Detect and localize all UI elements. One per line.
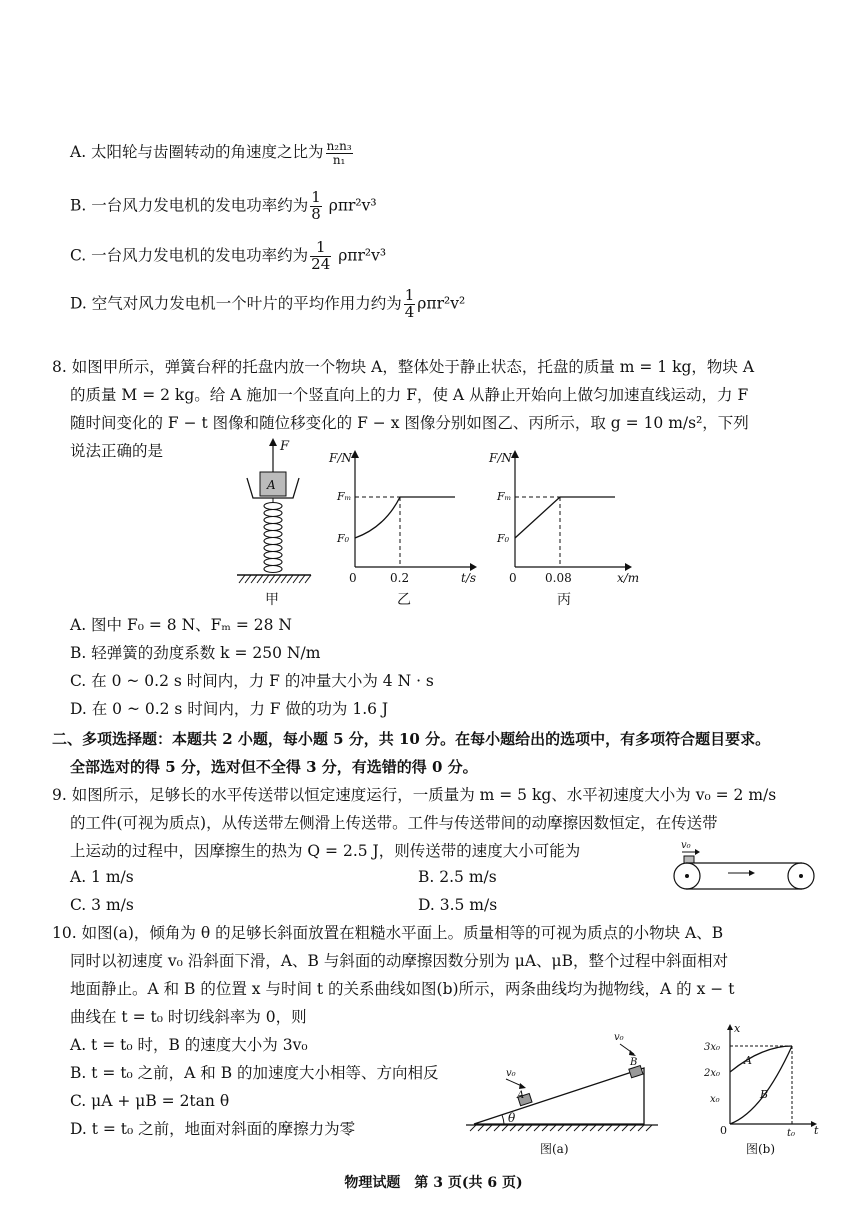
theta-label: θ <box>508 1111 516 1125</box>
f-curve <box>355 497 400 538</box>
q10-stem-line-4: 曲线在 t = t₀ 时切线斜率为 0，则 <box>70 1008 307 1026</box>
q9-stem-line-2: 的工件(可视为质点)，从传送带左侧滑上传送带。工件与传送带间的动摩擦因数恒定，在传送带 <box>70 814 718 832</box>
page-footer: 物理试题 第 3 页(共 6 页) <box>344 1175 523 1191</box>
curve-a <box>730 1046 792 1072</box>
block-label: A <box>267 478 276 492</box>
x3-label: 3x₀ <box>704 1042 721 1053</box>
q7-option-c: C. 一台风力发电机的发电功率约为 $\frac{1}{24}$ ρπr²v³ <box>70 238 387 273</box>
origin-label: 0 <box>349 571 357 585</box>
y-axis-label: F/N <box>489 451 512 465</box>
x-axis-label: t/s <box>461 571 477 585</box>
q10-figure-b <box>700 1022 830 1162</box>
q10-option-d: D. t = t₀ 之前，地面对斜面的摩擦力为零 <box>70 1120 356 1138</box>
f0-label: F₀ <box>337 532 350 545</box>
fraction: $\frac{\text{n₂n₃}}{\text{n₁}}$ <box>326 139 352 167</box>
origin-label: 0 <box>509 571 517 585</box>
tick-label: 0.2 <box>390 571 410 585</box>
v0-a-label: v₀ <box>506 1068 516 1079</box>
arrowhead <box>269 438 277 446</box>
figure-yi-ft-graph <box>328 450 477 608</box>
curve-b-label: B <box>760 1088 769 1101</box>
q9-stem-line-1: 9. 如图所示，足够长的水平传送带以恒定速度运行，一质量为 m = 5 kg、水平初速度大小为 v₀ = 2 m/s <box>52 786 777 804</box>
figure-label: 丙 <box>557 592 571 608</box>
q10-option-c: C. μA + μB = 2tan θ <box>70 1092 230 1110</box>
figure-bing-fx-graph <box>488 450 639 608</box>
v0-label: v₀ <box>681 840 691 851</box>
t-axis-label: t <box>814 1124 819 1137</box>
figure-label: 甲 <box>265 592 279 608</box>
fraction: $\frac{1}{8}$ <box>311 188 321 223</box>
q8-stem-line-2: 的质量 M = 2 kg。给 A 施加一个竖直向上的力 F，使 A 从静止开始向上做匀加速直线运动，力 F <box>70 386 749 404</box>
section-2-instructions: 全部选对的得 5 分，选对但不全得 3 分，有选错的得 0 分。 <box>70 758 478 776</box>
block-b-label: B <box>630 1057 638 1068</box>
q10-stem-line-3: 地面静止。A 和 B 的位置 x 与时间 t 的关系曲线如图(b)所示，两条曲线均为抛物线，A 的 x − t <box>70 980 735 998</box>
q9-option-a: A. 1 m/s <box>70 868 134 886</box>
v0-b-label: v₀ <box>614 1032 624 1043</box>
q10-option-b: B. t = t₀ 之前，A 和 B 的加速度大小相等、方向相反 <box>70 1064 439 1082</box>
block-a-label: A <box>517 1090 525 1101</box>
curve-b <box>730 1046 792 1124</box>
q9-option-b: B. 2.5 m/s <box>418 868 497 886</box>
x-axis-label: x <box>734 1022 741 1035</box>
q7-option-a: A. 太阳轮与齿圈转动的角速度之比为 $\frac{\text{n₂n₃}}{\text{n₁}}$ <box>70 139 352 167</box>
f-line <box>515 497 560 538</box>
incline <box>474 1068 644 1124</box>
figure-b-caption: 图(b) <box>746 1142 776 1156</box>
x-axis-label: x/m <box>617 571 640 585</box>
q8-stem-line-3: 随时间变化的 F − t 图像和随位移变化的 F − x 图像分别如图乙、丙所示，取 g = 10 m/s²，下列 <box>70 414 749 432</box>
q7-option-b: B. 一台风力发电机的发电功率约为 $\frac{1}{8}$ ρπr²v³ <box>70 188 377 223</box>
workpiece <box>684 856 694 863</box>
tick-label: 0.08 <box>545 571 572 585</box>
q10-option-a: A. t = t₀ 时，B 的速度大小为 3v₀ <box>70 1036 308 1054</box>
q8-figures <box>225 432 665 612</box>
q7-option-d: D. 空气对风力发电机一个叶片的平均作用力约为 $\frac{1}{4}$ ρπr²v² <box>70 286 466 321</box>
t0-label: t₀ <box>787 1128 796 1139</box>
origin-label: 0 <box>720 1124 727 1137</box>
q9-option-d: D. 3.5 m/s <box>418 896 498 914</box>
y-axis-label: F/N <box>329 451 352 465</box>
spring <box>264 503 282 573</box>
fm-label: Fₘ <box>497 490 512 503</box>
q9-stem-line-3: 上运动的过程中，因摩擦生的热为 Q = 2.5 J，则传送带的速度大小可能为 <box>70 842 581 860</box>
q8-stem-line-1: 8. 如图甲所示，弹簧台秤的托盘内放一个物块 A，整体处于静止状态，托盘的质量 m = 1 kg，物块 A <box>52 358 755 376</box>
q8-option-a: A. 图中 F₀ = 8 N、Fₘ = 28 N <box>70 616 292 634</box>
q8-stem-line-4: 说法正确的是 <box>70 442 164 460</box>
f0-label: F₀ <box>497 532 510 545</box>
figure-label: 乙 <box>397 592 411 608</box>
q9-conveyor-figure <box>668 836 828 896</box>
q8-option-b: B. 轻弹簧的劲度系数 k = 250 N/m <box>70 644 321 662</box>
section-2-heading: 二、多项选择题：本题共 2 小题，每小题 5 分，共 10 分。在每小题给出的选项中，有多项符合题目要求。 <box>52 730 771 748</box>
fm-label: Fₘ <box>337 490 352 503</box>
force-label: F <box>280 439 290 454</box>
q8-option-c: C. 在 0 ~ 0.2 s 时间内，力 F 的冲量大小为 4 N · s <box>70 672 434 690</box>
fraction: $\frac{1}{4}$ <box>404 286 415 321</box>
figure-jia-scale <box>237 438 311 608</box>
q10-stem-line-2: 同时以初速度 v₀ 沿斜面下滑，A、B 与斜面的动摩擦因数分别为 μA、μB，整个过程中斜面相对 <box>70 952 728 970</box>
figure-a-caption: 图(a) <box>540 1142 569 1156</box>
curve-a-label: A <box>744 1054 752 1067</box>
fraction: $\frac{1}{24}$ <box>311 238 331 273</box>
x1-label: x₀ <box>710 1094 720 1105</box>
q10-stem-line-1: 10. 如图(a)，倾角为 θ 的足够长斜面放置在粗糙水平面上。质量相等的可视为质点的小物块 A、B <box>52 924 724 942</box>
q9-option-c: C. 3 m/s <box>70 896 134 914</box>
x2-label: 2x₀ <box>704 1068 721 1079</box>
q10-figure-a <box>462 1032 670 1162</box>
q8-option-d: D. 在 0 ~ 0.2 s 时间内，力 F 做的功为 1.6 J <box>70 700 389 718</box>
